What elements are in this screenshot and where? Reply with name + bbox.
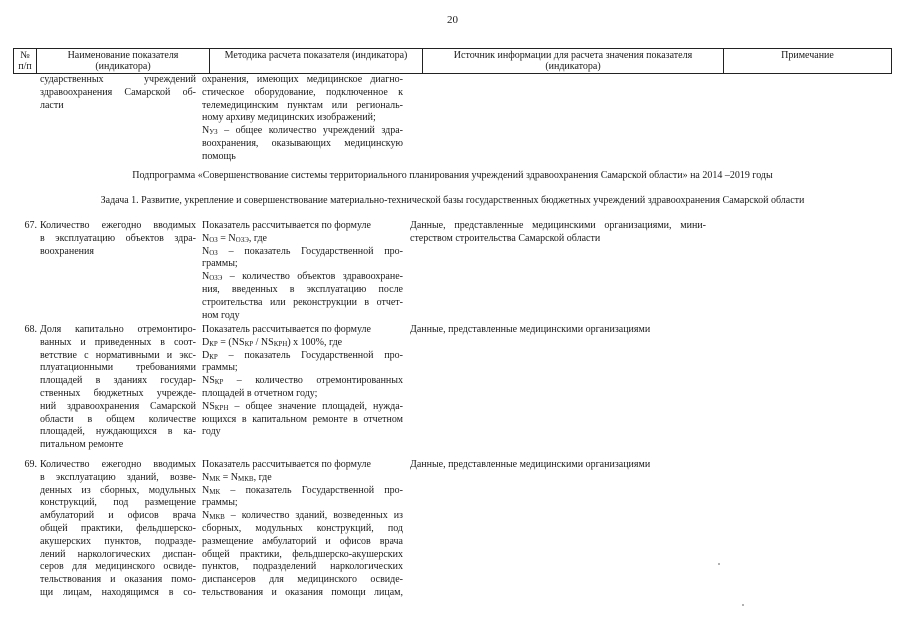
text-line: Количество ежегодно вводимых (40, 220, 196, 231)
header-method: Методика расчета показателя (индикатора) (210, 49, 423, 74)
row-68-source (410, 324, 706, 337)
text-line: $N_{ОЗ} = N_{ОЗЭ}$, где (202, 232, 267, 244)
text-line: $D_{КР} = (NS_{КР} / NS_{КРН})$ х 100%, где (202, 336, 343, 348)
text-line: граммы; (202, 258, 238, 270)
row-number: 69. (24, 459, 37, 470)
text-line: площадей в отчетном году; (202, 387, 318, 399)
text-line: площадей, нуждающихся в ка- (40, 426, 196, 438)
text-line: общей практики, фельдшерско-акушерских (202, 548, 403, 560)
text-line: диспансеров для медицинского освиде- (202, 574, 403, 586)
text-line: ющихся в капитальном ремонте в отчетном (202, 413, 403, 425)
row-68-method (202, 324, 403, 439)
row-number: 67. (24, 220, 37, 231)
text-line: сударственных учреждений (40, 74, 196, 85)
text-line: лений наркологических диспан- (40, 548, 196, 560)
text-line: стическое оборудование, подключенное к (202, 86, 403, 98)
text-line: акушерских пунктов, подразде- (40, 535, 196, 547)
text-line: питальном ремонте (40, 439, 124, 451)
text-line: Показатель рассчитывается по формуле (202, 459, 371, 470)
scan-speck (718, 563, 720, 565)
text-line: $N_{МКВ}$ – количество зданий, возведенных из (202, 510, 403, 522)
text-line: помощь (202, 150, 236, 162)
text-line: $N_{УЗ}$ – общее количество учреждений здра- (202, 125, 403, 137)
text-line: граммы; (202, 362, 238, 374)
text-line: $N_{ОЗ}$ – показатель Государственной про- (202, 245, 403, 257)
text-line: $D_{КР}$ – показатель Государственной про- (202, 349, 403, 361)
text-line: строительства или реконструкции в отчет- (202, 296, 403, 308)
text-line: Данные, представленные медицинскими организациями (410, 324, 651, 335)
row-67-source (410, 220, 706, 246)
text-line: $NS_{КРН}$ – общее значение площадей, нужда- (202, 400, 403, 412)
text-line: амбулаторий и офисов врача (40, 510, 196, 522)
text-line: ственных бюджетных учрежде- (40, 387, 196, 399)
text-line: воохранения, оказывающих медицинскую (202, 137, 403, 149)
scan-speck (742, 604, 744, 606)
text-line: граммы; (202, 497, 238, 509)
text-line: стерством строительства Самарской области (410, 232, 601, 244)
page-number: 20 (447, 14, 458, 26)
text-line: конструкций, под размещение (40, 497, 196, 509)
text-line: $N_{МК} = N_{МКВ}$, где (202, 471, 272, 483)
row-number: 68. (24, 324, 37, 335)
text-line: серов для медицинского освиде- (40, 561, 196, 573)
header-name: Наименование показателя (индикатора) (37, 49, 210, 74)
row-68-name (40, 324, 196, 452)
text-line: здравоохранения Самарской об- (40, 86, 196, 98)
text-line: плуатационными требованиями (40, 362, 196, 374)
task-title: Задача 1. Развитие, укрепление и совершенствование материально-технической базы государственных бюджетных учреждений здравоохранения Самарской области (100, 195, 805, 206)
text-line: тельствования и оказания помо- (40, 574, 196, 586)
text-line: ному архиву медицинских изображений; (202, 112, 376, 124)
row-69-method (202, 459, 403, 600)
header-num: № п/п (14, 49, 37, 74)
text-line: воохранения (40, 245, 94, 257)
text-line: в эксплуатацию объектов здра- (40, 232, 196, 244)
table-header (13, 48, 892, 74)
text-line: в эксплуатацию зданий, возве- (40, 471, 196, 483)
text-line: ном году (202, 309, 240, 321)
text-line: Показатель рассчитывается по формуле (202, 220, 371, 231)
row-67-name (40, 220, 196, 258)
header-source: Источник информации для расчета значения показателя (индикатора) (423, 49, 724, 74)
text-line: Доля капитально отремонтиро- (40, 324, 196, 335)
text-line: денных из сборных, модульных (40, 484, 196, 496)
text-line: Данные, представленные медицинскими организациями (410, 459, 651, 470)
text-line: сборных, модульных конструкций, под (202, 522, 403, 534)
text-line: ванных и приведенных в соот- (40, 336, 196, 348)
text-line: Количество ежегодно вводимых (40, 459, 196, 470)
text-line: размещение амбулаторий и офисов врача (202, 535, 403, 547)
text-line: площадей в зданиях государ- (40, 375, 196, 387)
text-line: общей практики, фельдшерско- (40, 522, 196, 534)
text-line: охранения, имеющих медицинское диагно- (202, 74, 403, 85)
text-line: году (202, 426, 221, 438)
text-line: Показатель рассчитывается по формуле (202, 324, 371, 335)
text-line: Данные, представленные медицинскими организациями, мини- (410, 220, 706, 231)
text-line: тельствования и оказания помощи лицам, (202, 586, 403, 598)
header-note: Примечание (724, 49, 892, 74)
text-line: пунктов, подразделений наркологических (202, 561, 403, 573)
text-line: $N_{МК}$ – показатель Государственной про- (202, 484, 403, 496)
text-line: ний здравоохранения Самарской (40, 400, 196, 412)
text-line: ласти (40, 99, 64, 111)
cont-name (40, 74, 196, 112)
row-69-name (40, 459, 196, 600)
text-line: щи лицам, находящимся в со- (40, 586, 196, 598)
text-line: телемедицинским пунктам или региональ- (202, 99, 403, 111)
row-67-method (202, 220, 403, 322)
text-line: области в общем количестве (40, 413, 196, 425)
text-line: $N_{ОЗЭ}$ – количество объектов здравоохране- (202, 271, 403, 283)
text-line: ветствие с нормативными и экс- (40, 349, 196, 361)
text-line: ния, введенных в эксплуатацию после (202, 283, 403, 295)
text-line: $NS_{КР}$ – количество отремонтированных (202, 375, 403, 387)
subprogram-title: Подпрограмма «Совершенствование системы территориального планирования учреждений здравоохранения Самарской области» на 2014 –2019 годы (132, 170, 773, 181)
cont-method (202, 74, 403, 164)
row-69-source (410, 459, 706, 472)
